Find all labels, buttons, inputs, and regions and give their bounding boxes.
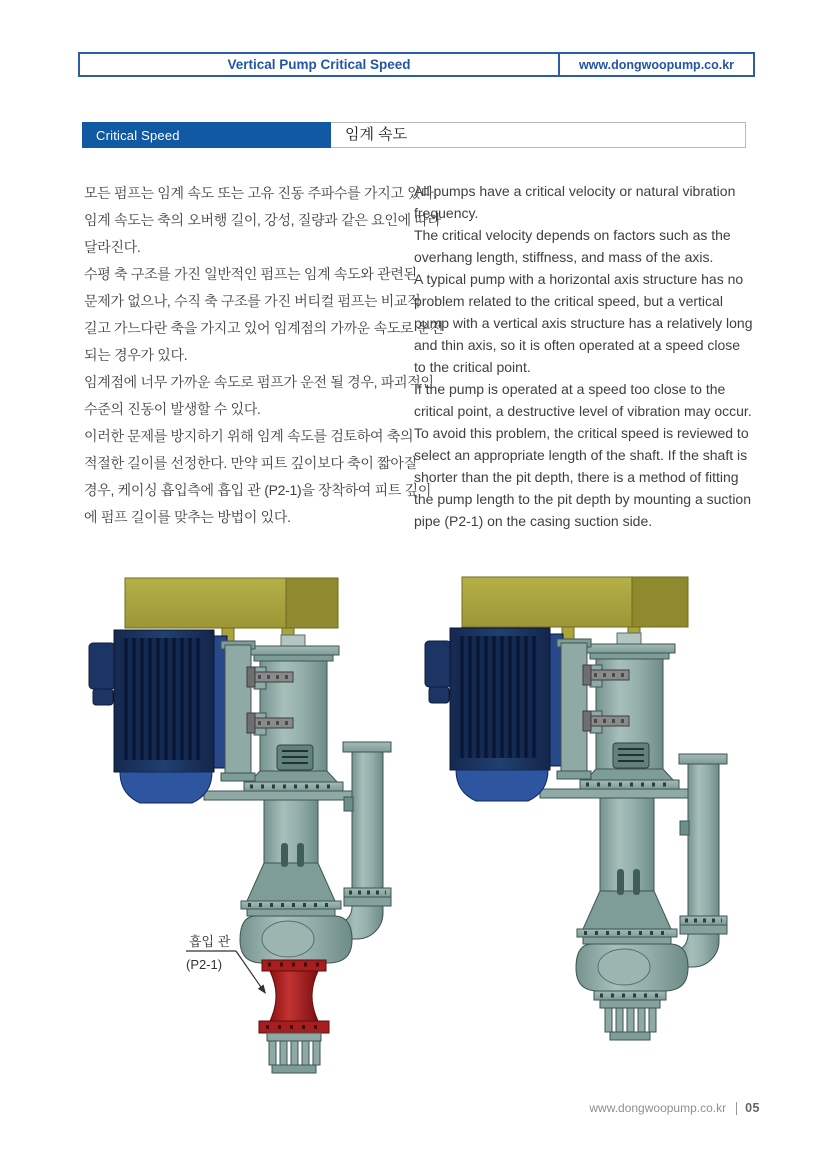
volute-casing xyxy=(576,944,688,991)
vent-grille xyxy=(277,745,313,770)
text-line: overhang length, stiffness, and mass of the axis. xyxy=(414,249,714,265)
motor-support-bracket xyxy=(557,639,591,779)
text-line: 임계 속도는 축의 오버행 길이, 강성, 질량과 같은 요인에 따라 xyxy=(84,212,441,228)
discharge-pipe xyxy=(340,742,391,939)
motor-support-bracket xyxy=(221,641,255,781)
suction-strainer xyxy=(267,1033,321,1073)
text-line: select an appropriate length of the shaft. If the shaft is xyxy=(414,447,748,463)
english-column xyxy=(414,180,766,532)
text-line: 되는 경우가 있다. xyxy=(84,347,188,363)
text-line: problem related to the critical speed, but a vertical xyxy=(414,293,723,309)
motor xyxy=(89,630,227,803)
column-pipe xyxy=(241,800,341,916)
text-line: 수평 축 구조를 가진 일반적인 펌프는 임계 속도와 관련된 xyxy=(84,266,417,282)
header-website: www.dongwoopump.co.kr xyxy=(578,57,735,72)
text-line: 임계점에 너무 가까운 속도로 펌프가 운전 될 경우, 파괴적인 xyxy=(84,374,434,390)
callout-label-line1: 흡입 관 xyxy=(189,934,231,949)
text-line: the pump length to the pit depth by mounting a suction xyxy=(414,491,752,507)
text-line: pipe (P2-1) on the casing suction side. xyxy=(414,513,653,529)
text-line: to the critical point. xyxy=(414,359,531,375)
text-line: 적절한 길이를 선정한다. 만약 피트 깊이보다 축이 짧아질 xyxy=(84,455,417,471)
page-footer xyxy=(589,1101,760,1115)
figure-pump-with-suction-pipe xyxy=(88,575,433,1075)
text-line: The critical velocity depends on factors such as the xyxy=(414,227,731,243)
callout-label-line2: (P2-1) xyxy=(186,957,223,972)
text-line: All pumps have a critical velocity or natural vibration xyxy=(414,183,736,199)
text-line: 길고 가느다란 축을 가지고 있어 임계점의 가까운 속도로 운전 xyxy=(84,320,444,336)
text-line: shorter than the pit depth, there is a method of fitting xyxy=(414,469,739,485)
korean-column xyxy=(84,180,444,531)
text-line: 수준의 진동이 발생할 수 있다. xyxy=(84,401,261,417)
section-title-korean: 임계 속도 xyxy=(345,126,408,143)
text-line: 문제가 없으나, 수직 축 구조를 가진 버티컬 펌프는 비교적 xyxy=(84,293,421,309)
page-number: 05 xyxy=(745,1101,760,1115)
column-pipe xyxy=(577,798,677,944)
footer-website: www.dongwoopump.co.kr xyxy=(589,1101,727,1115)
text-line: If the pump is operated at a speed too close to the xyxy=(414,381,726,397)
page-title: Vertical Pump Critical Speed xyxy=(80,54,560,75)
suction-strainer xyxy=(594,991,666,1040)
text-line: 이러한 문제를 방지하기 위해 임계 속도를 검토하여 축의 xyxy=(84,428,414,444)
text-line: 모든 펌프는 임계 속도 또는 고유 진동 주파수를 가지고 있다. xyxy=(84,185,438,201)
volute-casing xyxy=(240,916,352,963)
text-line: To avoid this problem, the critical speed is reviewed to xyxy=(414,425,749,441)
text-line: 달라진다. xyxy=(84,239,141,255)
motor-junction-box xyxy=(89,643,115,689)
text-line: 에 펌프 길이를 맞추는 방법이 있다. xyxy=(84,509,291,525)
text-line: pump with a vertical axis structure has a relatively long xyxy=(414,315,753,331)
figure-pump-standard xyxy=(424,573,769,1073)
section-header xyxy=(82,122,746,148)
section-badge: Critical Speed xyxy=(82,122,331,148)
motor xyxy=(425,628,563,801)
page-header xyxy=(78,52,755,77)
leader-arrowhead xyxy=(258,984,266,994)
text-line: critical point, a destructive level of vibration may occur. xyxy=(414,403,752,419)
motor-junction-box xyxy=(425,641,451,687)
text-line: frequency. xyxy=(414,205,479,221)
footer-divider xyxy=(736,1102,737,1115)
text-line: A typical pump with a horizontal axis structure has no xyxy=(414,271,744,287)
discharge-pipe xyxy=(676,754,727,967)
suction-pipe xyxy=(259,960,329,1033)
text-line: 경우, 케이싱 흡입측에 흡입 관 (P2-1)을 장착하여 피트 깊이 xyxy=(84,482,432,498)
vent-grille xyxy=(613,743,649,768)
text-line: and thin axis, so it is often operated at a speed close xyxy=(414,337,741,353)
